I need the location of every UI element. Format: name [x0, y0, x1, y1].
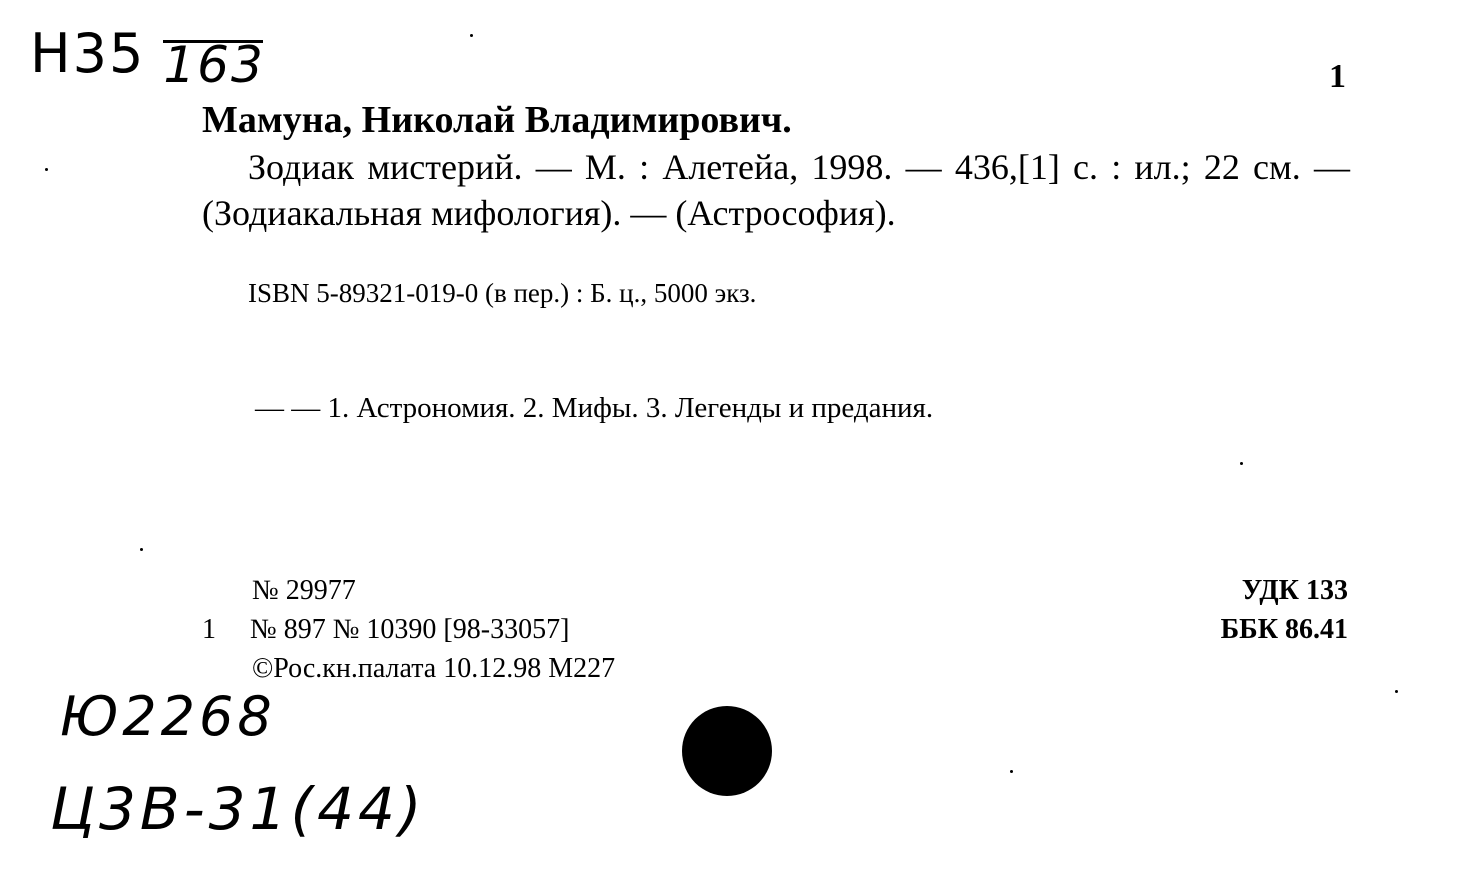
udk-code: УДК 133 — [1241, 575, 1348, 606]
scan-speck — [45, 168, 48, 171]
scan-speck — [1010, 770, 1013, 773]
scan-speck — [140, 548, 143, 551]
handwritten-top-mark: Н35 — [30, 22, 146, 85]
registration-line-2 — [202, 614, 569, 646]
handwritten-call-mark — [30, 22, 265, 94]
bbk-code: ББК 86.41 — [1220, 614, 1348, 645]
scan-speck — [470, 34, 473, 37]
scan-speck — [1240, 462, 1243, 465]
card-index-number: 1 — [1329, 58, 1346, 95]
registration-line-1: № 29977 — [252, 575, 356, 606]
scan-speck — [1395, 690, 1398, 693]
registration-prefix: 1 — [202, 614, 216, 645]
bibliographic-description: Зодиак мистерий. — М. : Алетейа, 1998. — 436,[1] с. : ил.; 22 см. — (Зодиакальная мифология). — (Астрософия). — [202, 147, 1350, 233]
author-heading: Мамуна, Николай Владимирович. — [202, 99, 792, 141]
handwritten-inventory-number: Ю2268 — [60, 685, 276, 748]
handwritten-shelf-mark: Ц3В-31(44) — [50, 775, 426, 843]
registration-line-3: ©Рос.кн.палата 10.12.98 М227 — [252, 653, 616, 684]
subject-headings: — — 1. Астрономия. 2. Мифы. 3. Легенды и предания. — [255, 392, 934, 424]
card-punch-hole — [682, 706, 772, 796]
registration-numbers: № 897 № 10390 [98-33057] — [250, 614, 570, 645]
handwritten-top-fraction: 163 — [163, 36, 265, 94]
isbn-line: ISBN 5-89321-019-0 (в пер.) : Б. ц., 5000 экз. — [248, 278, 757, 308]
